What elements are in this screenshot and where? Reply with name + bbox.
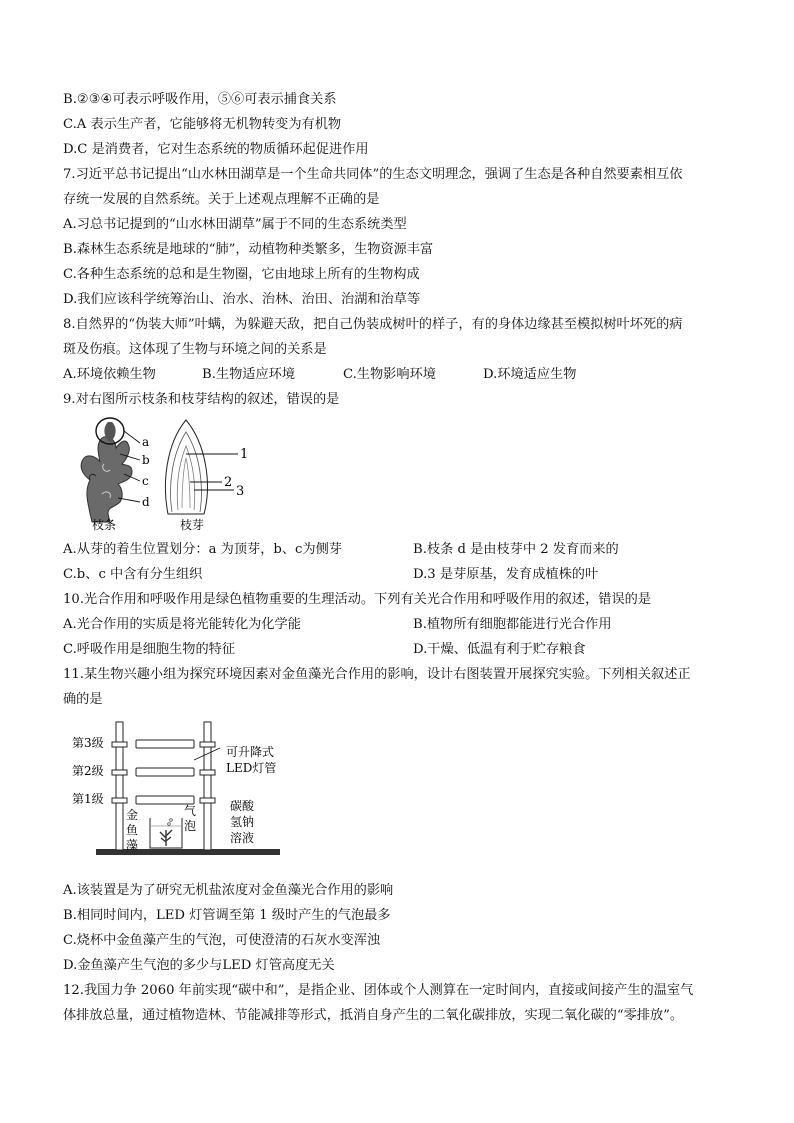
question-10-option-b: B.植物所有细胞都能进行光合作用 xyxy=(413,617,612,632)
level-2-label: 第2级 xyxy=(72,764,104,778)
question-11-stem: 确的是 xyxy=(63,692,103,707)
question-11-option-b: B.相同时间内，LED 灯管调至第 1 级时产生的气泡最多 xyxy=(63,908,391,923)
label-a: a xyxy=(142,435,150,449)
option-text: B.②③④可表示呼吸作用，⑤⑥可表示捕食关系 xyxy=(63,92,337,107)
branch-bud-figure xyxy=(62,414,262,534)
led-experiment-figure xyxy=(70,718,280,864)
led-label-line2: LED灯管 xyxy=(226,761,277,775)
level-3-label: 第3级 xyxy=(72,736,104,750)
question-7-option-c: C.各种生态系统的总和是生物圈，它由地球上所有的生物构成 xyxy=(63,267,420,282)
question-11-option-a: A.该装置是为了研究无机盐浓度对金鱼藻光合作用的影响 xyxy=(63,883,394,898)
solution-label: 氢钠 xyxy=(230,815,255,829)
question-7-option-b: B.森林生态系统是地球的“肺”，动植物种类繁多，生物资源丰富 xyxy=(63,242,434,257)
label-d: d xyxy=(142,495,150,509)
alga-label: 藻 xyxy=(126,838,139,852)
question-7-stem: 7.习近平总书记提出“山水林田湖草是一个生命共同体”的生态文明理念，强调了生态是各种自然要素相互依 xyxy=(63,167,683,182)
question-7-option-a: A.习总书记提到的“山水林田湖草”属于不同的生态系统类型 xyxy=(63,217,407,232)
solution-label: 溶液 xyxy=(230,831,255,845)
caption-bud: 枝芽 xyxy=(180,518,205,532)
question-10-option-a: A.光合作用的实质是将光能转化为化学能 xyxy=(63,617,301,632)
option-text: D.C 是消费者，它对生态系统的物质循环起促进作用 xyxy=(63,142,369,157)
label-1: 1 xyxy=(240,447,249,462)
question-7-option-d: D.我们应该科学统筹治山、治水、治林、治田、治湖和治草等 xyxy=(63,292,421,307)
question-9-stem: 9.对右图所示枝条和枝芽结构的叙述，错误的是 xyxy=(63,392,340,407)
question-8-stem: 8.自然界的“伪装大师”叶螨，为躲避天敌，把自己伪装成树叶的样子，有的身体边缘甚至模拟树叶坏死的病 xyxy=(63,317,683,332)
led-label-line1: 可升降式 xyxy=(226,745,275,759)
level-1-label: 第1级 xyxy=(72,792,104,806)
question-11-option-d: D.金鱼藻产生气泡的多少与LED 灯管高度无关 xyxy=(63,958,335,973)
question-8-option-d: D.环境适应生物 xyxy=(483,367,577,382)
question-9-option-c: C.b、c 中含有分生组织 xyxy=(63,567,203,582)
label-2: 2 xyxy=(224,475,233,490)
alga-label: 金 xyxy=(126,808,139,822)
question-8-stem: 斑及伤痕。这体现了生物与环境之间的关系是 xyxy=(63,342,327,357)
option-text: C.A 表示生产者，它能够将无机物转变为有机物 xyxy=(63,117,342,132)
question-8-option-b: B.生物适应环境 xyxy=(202,367,296,382)
question-10-option-d: D.干燥、低温有利于贮存粮食 xyxy=(413,642,586,657)
label-3: 3 xyxy=(236,484,245,499)
question-12-stem: 12.我国力争 2060 年前实现“碳中和”，是指企业、团体或个人测算在一定时间内，直接或间接产生的温室气 xyxy=(63,983,694,998)
question-8-option-c: C.生物影响环境 xyxy=(343,367,436,382)
solution-label: 碳酸 xyxy=(230,799,255,813)
question-7-stem: 存统一发展的自然系统。关于上述观点理解不正确的是 xyxy=(63,192,380,207)
question-10-option-c: C.呼吸作用是细胞生物的特征 xyxy=(63,642,236,657)
question-12-stem: 体排放总量，通过植物造林、节能减排等形式，抵消自身产生的二氧化碳排放，实现二氧化碳的“零排放”。 xyxy=(63,1008,684,1023)
question-9-option-a: A.从芽的着生位置划分：a 为顶芽，b、c为侧芽 xyxy=(63,542,342,557)
question-11-stem: 11.某生物兴趣小组为探究环境因素对金鱼藻光合作用的影响，设计右图装置开展探究实验。下列相关叙述正 xyxy=(63,667,691,682)
bubble-label: 气 xyxy=(184,804,197,818)
question-11-option-c: C.烧杯中金鱼藻产生的气泡，可使澄清的石灰水变浑浊 xyxy=(63,933,381,948)
caption-branch: 枝条 xyxy=(92,518,117,532)
alga-label: 鱼 xyxy=(126,823,139,837)
question-8-option-a: A.环境依赖生物 xyxy=(63,367,156,382)
question-9-option-d: D.3 是芽原基，发育成植株的叶 xyxy=(413,567,599,582)
label-c: c xyxy=(142,474,149,488)
question-10-stem: 10.光合作用和呼吸作用是绿色植物重要的生理活动。下列有关光合作用和呼吸作用的叙述，错误的是 xyxy=(63,592,652,607)
question-9-option-b: B.枝条 d 是由枝芽中 2 发育而来的 xyxy=(413,542,619,557)
label-b: b xyxy=(142,453,150,467)
bubble-label: 泡 xyxy=(184,819,197,833)
